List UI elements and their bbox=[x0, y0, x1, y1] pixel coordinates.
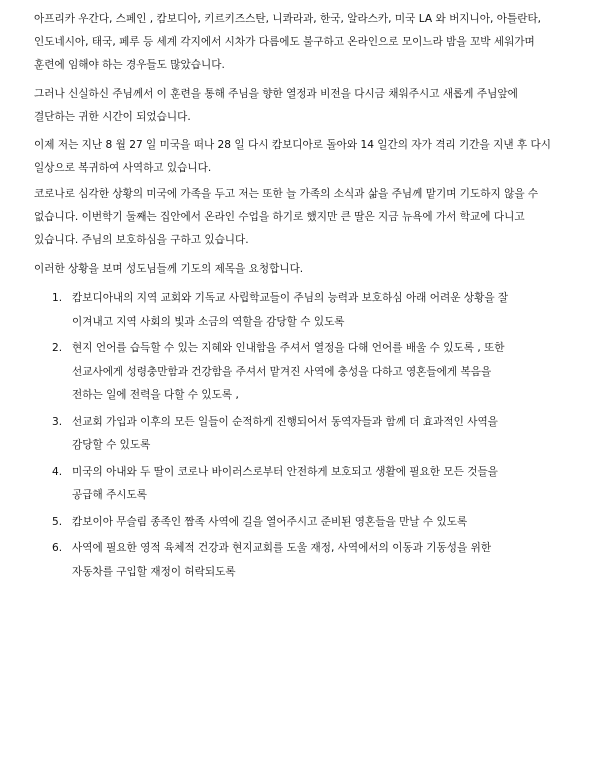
list-item bbox=[34, 337, 574, 408]
list-item bbox=[34, 287, 574, 334]
list-number: 2. bbox=[52, 342, 63, 354]
text-line: 현지 언어를 습득할 수 있는 지혜와 인내함을 주셔서 열정을 다해 언어를 배울 수 있도록 , 또한 bbox=[72, 342, 505, 354]
text-line: 선교회 가입과 이후의 모든 일들이 순적하게 진행되어서 동역자들과 함께 더 효과적인 사역을 bbox=[72, 415, 498, 428]
text-line: 결단하는 귀한 시간이 되었습니다. bbox=[34, 111, 191, 123]
list-item bbox=[34, 537, 574, 584]
text-line: 전하는 일에 전력을 다할 수 있도록 , bbox=[72, 389, 239, 401]
text-line: 자동차를 구입할 재정이 허락되도록 bbox=[72, 565, 236, 578]
text-line: 감당할 수 있도록 bbox=[72, 439, 151, 451]
list-item bbox=[34, 511, 574, 535]
prayer-request-list bbox=[34, 287, 574, 587]
text-line: 인도네시아, 태국, 페루 등 세계 각지에서 시차가 다름에도 불구하고 온라인으로 모이느라 밤을 꼬박 세워가며 bbox=[34, 36, 535, 48]
text-line: 선교사에게 성령충만함과 건강함을 주셔서 맡겨진 사역에 충성을 다하고 영혼들에게 복음을 bbox=[72, 365, 492, 378]
paragraph-prayer-request-intro bbox=[34, 258, 574, 281]
text-line: 이겨내고 지역 사회의 빛과 소금의 역할을 감당할 수 있도록 bbox=[72, 315, 345, 328]
text-line: 캄보디아내의 지역 교회와 기독교 사립학교들이 주님의 능력과 보호하심 아래 어려운 상황을 잘 bbox=[72, 292, 509, 304]
text-line: 있습니다. 주님의 보호하심을 구하고 있습니다. bbox=[34, 234, 249, 246]
list-number: 3. bbox=[52, 415, 63, 428]
text-line: 캄보이아 무슬림 종족인 짬족 사역에 길을 열어주시고 준비된 영혼들을 만날 수 있도록 bbox=[72, 515, 468, 528]
text-line: 그러나 신실하신 주님께서 이 훈련을 통해 주님을 향한 열정과 비전을 다시금 채워주시고 새롭게 주님앞에 bbox=[34, 88, 518, 100]
text-line: 일상으로 복귀하여 사역하고 있습니다. bbox=[34, 162, 212, 174]
list-item bbox=[34, 461, 574, 508]
list-item bbox=[34, 411, 574, 458]
text-line: 없습니다. 이번학기 둘째는 집안에서 온라인 수업을 하기로 했지만 큰 딸은 지금 뉴욕에 가서 학교에 다니고 bbox=[34, 211, 525, 223]
text-line: 공급해 주시도록 bbox=[72, 489, 148, 501]
text-line: 아프리카 우간다, 스페인 , 캄보디아, 키르키즈스탄, 니콰라과, 한국, 알라스카, 미국 LA 와 버지니아, 아틀란타, bbox=[34, 13, 542, 25]
text-line: 사역에 필요한 영적 육체적 건강과 현지교회를 도울 재정, 사역에서의 이동과 기동성을 위한 bbox=[72, 542, 492, 554]
paragraph-family-news bbox=[34, 183, 574, 252]
text-line: 이제 저는 지난 8 월 27 일 미국을 떠나 28 일 다시 캄보디아로 돌아와 14 일간의 자가 격리 기간을 지낸 후 다시 bbox=[34, 139, 552, 151]
text-line: 훈련에 임해야 하는 경우들도 많았습니다. bbox=[34, 59, 225, 71]
text-line: 미국의 아내와 두 딸이 코로나 바이러스로부터 안전하게 보호되고 생활에 필요한 모든 것들을 bbox=[72, 465, 498, 478]
paragraph-training-reflection bbox=[34, 83, 574, 129]
paragraph-regions-list bbox=[34, 8, 574, 77]
text-line: 코로나로 심각한 상황의 미국에 가족을 두고 저는 또한 늘 가족의 소식과 삶을 주님께 맡기며 기도하지 않을 수 bbox=[34, 188, 539, 200]
list-number: 1. bbox=[52, 292, 63, 304]
list-number: 5. bbox=[52, 515, 63, 528]
paragraph-return-to-cambodia bbox=[34, 134, 574, 180]
text-line: 이러한 상황을 보며 성도님들께 기도의 제목을 요청합니다. bbox=[34, 263, 304, 275]
list-number: 4. bbox=[52, 465, 63, 478]
list-number: 6. bbox=[52, 542, 63, 554]
